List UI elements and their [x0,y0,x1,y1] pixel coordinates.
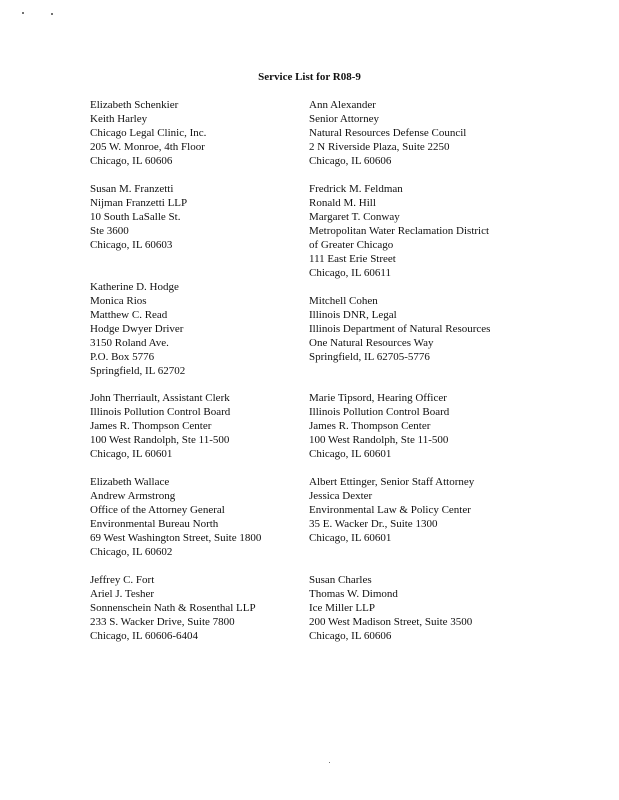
entry-line: Chicago, IL 60606-6404 [90,630,199,642]
service-entry-right-1 [309,98,466,168]
page-title: Service List for R08-9 [258,71,361,83]
entry-line: Elizabeth Wallace [90,476,170,488]
service-entry-left-2 [90,182,187,252]
entry-line: Susan M. Franzetti [90,183,174,195]
entry-line: 69 West Washington Street, Suite 1800 [90,532,262,544]
entry-line: Illinois Pollution Control Board [90,406,231,418]
entry-line: Keith Harley [90,113,148,125]
entry-line: Mitchell Cohen [309,295,378,307]
entry-line: 233 S. Wacker Drive, Suite 7800 [90,616,235,628]
entry-line: Office of the Attorney General [90,504,225,516]
entry-line: Hodge Dwyer Driver [90,323,184,335]
entry-line: Ronald M. Hill [309,197,376,209]
entry-line: 10 South LaSalle St. [90,211,181,223]
entry-line: Environmental Bureau North [90,518,219,530]
service-entry-right-3 [309,294,490,364]
entry-line: Ice Miller LLP [309,602,375,614]
entry-line: Senior Attorney [309,113,379,125]
service-entry-left-1 [90,98,206,168]
entry-line: Ste 3600 [90,225,129,237]
entry-line: Elizabeth Schenkier [90,99,179,111]
entry-line: 100 West Randolph, Ste 11-500 [90,434,230,446]
entry-line: Chicago, IL 60601 [90,448,173,460]
entry-line: 111 East Erie Street [309,253,396,265]
entry-line: P.O. Box 5776 [90,351,155,363]
entry-line: Marie Tipsord, Hearing Officer [309,392,447,404]
entry-line: Nijman Franzetti LLP [90,197,188,209]
entry-line: Chicago, IL 60602 [90,546,173,558]
entry-line: Chicago, IL 60603 [90,239,173,251]
service-entry-left-6 [90,573,256,643]
service-entry-right-4 [309,391,449,461]
entry-line: Chicago Legal Clinic, Inc. [90,127,207,139]
entry-line: Springfield, IL 62702 [90,365,186,377]
entry-line: Illinois Pollution Control Board [309,406,450,418]
entry-line: Katherine D. Hodge [90,281,179,293]
entry-line: Illinois DNR, Legal [309,309,397,321]
entry-line: Chicago, IL 60606 [309,155,392,167]
entry-line: Springfield, IL 62705-5776 [309,351,430,363]
entry-line: James R. Thompson Center [90,420,212,432]
entry-line: Matthew C. Read [90,309,168,321]
scan-speck [329,762,330,763]
entry-line: Thomas W. Dimond [309,588,398,600]
service-entry-right-5 [309,475,474,545]
entry-line: James R. Thompson Center [309,420,431,432]
entry-line: Jeffrey C. Fort [90,574,155,586]
service-entry-right-6 [309,573,472,643]
entry-line: Jessica Dexter [309,490,373,502]
entry-line: Susan Charles [309,574,372,586]
entry-line: of Greater Chicago [309,239,394,251]
entry-line: Environmental Law & Policy Center [309,504,471,516]
entry-line: Sonnenschein Nath & Rosenthal LLP [90,602,256,614]
entry-line: Metropolitan Water Reclamation District [309,225,490,237]
entry-line: Chicago, IL 60606 [309,630,392,642]
entry-line: Natural Resources Defense Council [309,127,467,139]
entry-line: Chicago, IL 60601 [309,448,392,460]
scan-speck [22,12,24,14]
entry-line: 3150 Roland Ave. [90,337,169,349]
entry-line: 205 W. Monroe, 4th Floor [90,141,205,153]
entry-line: Albert Ettinger, Senior Staff Attorney [309,476,475,488]
service-entry-left-5 [90,475,261,559]
entry-line: 200 West Madison Street, Suite 3500 [309,616,473,628]
entry-line: Ann Alexander [309,99,376,111]
entry-line: Chicago, IL 60601 [309,532,392,544]
entry-line: One Natural Resources Way [309,337,434,349]
entry-line: 35 E. Wacker Dr., Suite 1300 [309,518,438,530]
entry-line: Illinois Department of Natural Resources [309,323,491,335]
entry-line: John Therriault, Assistant Clerk [90,392,230,404]
service-entry-right-2 [309,182,489,280]
entry-line: 100 West Randolph, Ste 11-500 [309,434,449,446]
entry-line: Chicago, IL 60606 [90,155,173,167]
entry-line: 2 N Riverside Plaza, Suite 2250 [309,141,450,153]
scan-speck [51,13,53,15]
entry-line: Margaret T. Conway [309,211,400,223]
entry-line: Fredrick M. Feldman [309,183,403,195]
entry-line: Andrew Armstrong [90,490,176,502]
service-entry-left-3 [90,280,185,378]
service-entry-left-4 [90,391,230,461]
entry-line: Chicago, IL 60611 [309,267,391,279]
entry-line: Monica Rios [90,295,147,307]
entry-line: Ariel J. Tesher [90,588,155,600]
